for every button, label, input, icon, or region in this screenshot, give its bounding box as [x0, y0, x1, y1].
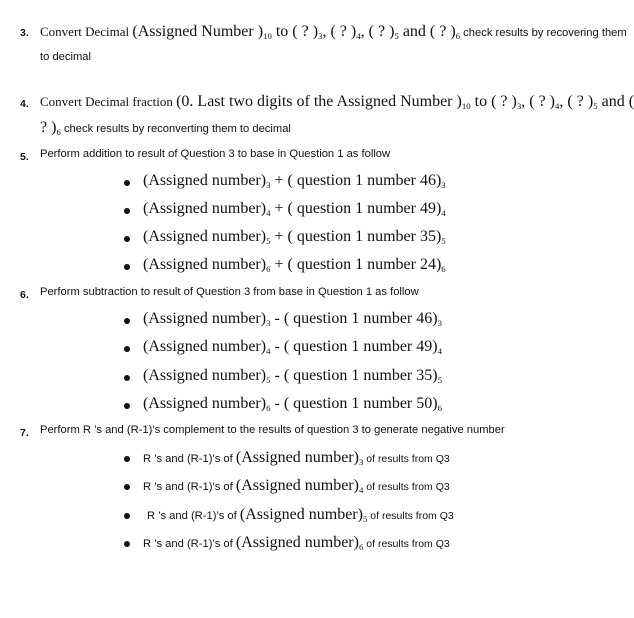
item-assigned: (Assigned number) — [239, 506, 363, 523]
item-prefix: R ’s and (R-1)’s of — [143, 538, 236, 550]
item-prefix: R ’s and (R-1)’s of — [147, 510, 240, 522]
bullet — [124, 456, 130, 462]
item-prefix: R ’s and (R-1)’s of — [143, 481, 236, 493]
item-base: 3 — [266, 180, 271, 191]
q3-b6: 6 — [455, 31, 461, 42]
q4-b3: 3 — [516, 101, 522, 112]
q5-item-1 — [143, 172, 446, 190]
item-base: 6 — [437, 403, 442, 414]
bullet — [124, 346, 130, 352]
item-operand: + ( question 1 number 35) — [270, 228, 442, 245]
item-base: 4 — [358, 485, 364, 496]
bullet — [124, 375, 130, 381]
item-base: 4 — [441, 208, 446, 219]
item-assigned: (Assigned number) — [143, 256, 267, 273]
q7-number: 7. — [20, 427, 29, 439]
q4-assigned: (0. Last two digits of the Assigned Number ) — [176, 93, 462, 110]
q4-check: check results by reconverting them to decimal — [60, 123, 291, 135]
item-assigned: (Assigned number) — [143, 172, 267, 189]
q4-prefix: Convert Decimal fraction — [40, 94, 177, 109]
q7-item-3 — [147, 506, 454, 524]
q6-item-4 — [143, 395, 442, 413]
item-operand: + ( question 1 number 24) — [270, 256, 442, 273]
item-assigned: (Assigned number) — [235, 449, 359, 466]
q3-and: and ( ? ) — [398, 23, 456, 40]
q3-check: check results by recovering them — [460, 27, 627, 39]
bullet — [124, 236, 130, 242]
item-suffix: of results from Q3 — [363, 481, 450, 493]
bullet — [124, 513, 130, 519]
item-suffix: of results from Q3 — [363, 453, 450, 465]
item-base: 4 — [266, 208, 271, 219]
q4-mid1: , ( ? ) — [521, 93, 556, 110]
q5-item-3 — [143, 228, 446, 246]
item-base: 5 — [362, 514, 368, 525]
q6-number: 6. — [20, 289, 29, 301]
item-base: 3 — [441, 180, 446, 191]
item-suffix: of results from Q3 — [367, 510, 454, 522]
q5-number: 5. — [20, 151, 29, 163]
q6-text: Perform subtraction to result of Question 3 from base in Question 1 as follow — [40, 286, 419, 298]
q3-line1 — [40, 23, 627, 41]
q3-to: to ( ? ) — [271, 23, 319, 40]
item-assigned: (Assigned number) — [235, 477, 359, 494]
bullet — [124, 541, 130, 547]
bullet — [124, 484, 130, 490]
item-prefix: R ’s and (R-1)’s of — [143, 453, 236, 465]
q4-cont: ? ) — [40, 119, 57, 136]
item-operand: + ( question 1 number 49) — [270, 200, 442, 217]
bullet — [124, 264, 130, 270]
q5-text: Perform addition to result of Question 3 to base in Question 1 as follow — [40, 148, 391, 160]
q3-assigned: (Assigned Number ) — [132, 23, 264, 40]
item-base: 6 — [358, 542, 364, 553]
q5-item-2 — [143, 200, 446, 218]
q3-base10: 10 — [263, 31, 272, 42]
item-base: 3 — [266, 318, 271, 329]
q4-and: and ( — [597, 93, 634, 110]
item-assigned: (Assigned number) — [143, 310, 267, 327]
q4-to: to ( ? ) — [470, 93, 517, 110]
q4-line1 — [40, 93, 634, 111]
bullet — [124, 208, 130, 214]
item-base: 5 — [437, 375, 442, 386]
item-base: 5 — [441, 236, 446, 247]
item-base: 6 — [441, 264, 446, 275]
q3-number: 3. — [20, 27, 29, 39]
q3-mid1: , ( ? ) — [322, 23, 357, 40]
item-assigned: (Assigned number) — [143, 338, 267, 355]
q6-item-2 — [143, 338, 442, 356]
q3-b4: 4 — [356, 31, 361, 42]
q4-b6: 6 — [56, 127, 61, 138]
q4-line2 — [40, 119, 291, 137]
q4-b4: 4 — [555, 101, 560, 112]
item-operand: + ( question 1 number 46) — [270, 172, 442, 189]
q7-item-1 — [143, 449, 450, 467]
q4-base10: 10 — [461, 101, 471, 112]
q3-line2: to decimal — [40, 51, 91, 63]
item-operand: - ( question 1 number 49) — [270, 338, 438, 355]
bullet — [124, 318, 130, 324]
q7-item-2 — [143, 477, 450, 495]
item-operand: - ( question 1 number 46) — [270, 310, 438, 327]
q7-item-4 — [143, 534, 450, 552]
q6-item-1 — [143, 310, 442, 328]
q4-number: 4. — [20, 98, 29, 110]
item-base: 6 — [266, 403, 271, 414]
item-base: 3 — [437, 318, 442, 329]
item-assigned: (Assigned number) — [143, 228, 267, 245]
item-base: 5 — [266, 236, 271, 247]
q3-b3: 3 — [318, 31, 323, 42]
item-operand: - ( question 1 number 35) — [270, 367, 438, 384]
item-assigned: (Assigned number) — [143, 200, 267, 217]
q3-prefix: Convert Decimal — [40, 24, 133, 39]
item-base: 4 — [437, 346, 442, 357]
item-base: 6 — [266, 264, 271, 275]
bullet — [124, 180, 130, 186]
item-assigned: (Assigned number) — [235, 534, 359, 551]
bullet — [124, 403, 130, 409]
q5-item-4 — [143, 256, 446, 274]
item-assigned: (Assigned number) — [143, 395, 267, 412]
item-base: 4 — [266, 346, 271, 357]
item-base: 5 — [266, 375, 271, 386]
item-suffix: of results from Q3 — [363, 538, 450, 550]
q3-mid2: , ( ? ) — [360, 23, 395, 40]
item-assigned: (Assigned number) — [143, 367, 267, 384]
q4-mid2: , ( ? ) — [559, 93, 594, 110]
q6-item-3 — [143, 367, 442, 385]
q7-text: Perform R ’s and (R-1)’s complement to the results of question 3 to generate negative number — [40, 424, 505, 436]
item-operand: - ( question 1 number 50) — [270, 395, 438, 412]
q3-b5: 5 — [394, 31, 399, 42]
q4-b5: 5 — [593, 101, 598, 112]
item-base: 3 — [358, 457, 364, 468]
